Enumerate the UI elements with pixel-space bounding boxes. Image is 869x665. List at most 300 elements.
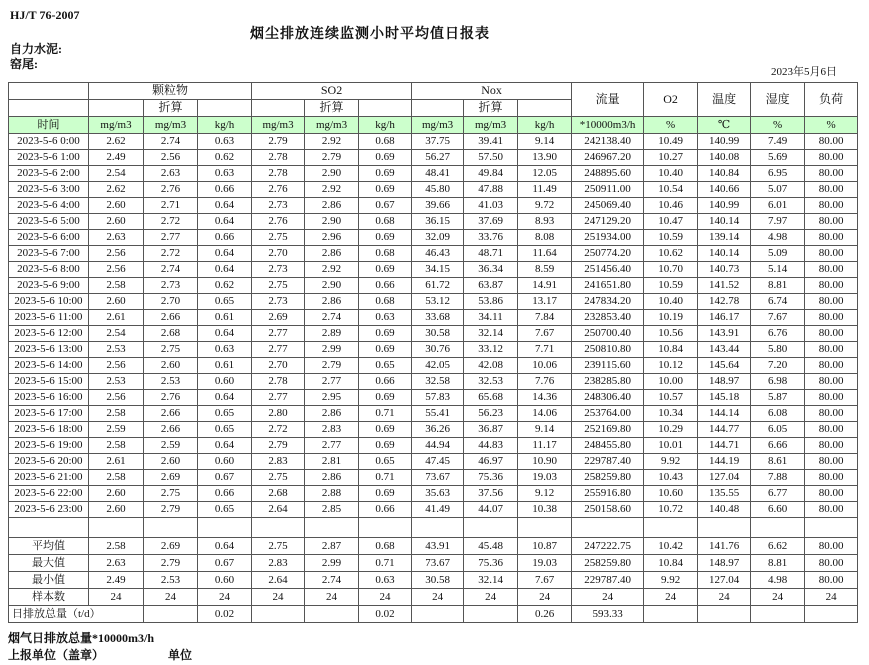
- value-cell: 10.06: [518, 358, 572, 374]
- value-cell: [412, 606, 464, 623]
- value-cell: 2.75: [252, 230, 305, 246]
- table-row: [9, 326, 858, 342]
- value-cell: 24: [144, 589, 198, 606]
- page-title: 烟尘排放连续监测小时平均值日报表: [250, 27, 490, 42]
- value-cell: 65.68: [464, 390, 518, 406]
- flue-gas-total-note: 烟气日排放总量*10000m3/h: [8, 631, 155, 645]
- time-cell: 2023-5-6 22:00: [9, 486, 89, 502]
- value-cell: 80.00: [805, 134, 858, 150]
- value-cell: 0.68: [359, 214, 412, 230]
- table-row: [9, 262, 858, 278]
- value-cell: 80.00: [805, 486, 858, 502]
- value-cell: 2.74: [144, 134, 198, 150]
- value-cell: 57.83: [412, 390, 464, 406]
- value-cell: 0.60: [198, 374, 252, 390]
- value-cell: 6.05: [751, 422, 805, 438]
- value-cell: 10.46: [644, 198, 698, 214]
- time-cell: 2023-5-6 4:00: [9, 198, 89, 214]
- empty-cell: [518, 100, 572, 117]
- value-cell: 258259.80: [572, 555, 644, 572]
- empty-cell: [89, 100, 144, 117]
- value-cell: 6.95: [751, 166, 805, 182]
- time-cell: 2023-5-6 6:00: [9, 230, 89, 246]
- value-cell: 24: [305, 589, 359, 606]
- value-cell: 9.14: [518, 134, 572, 150]
- value-cell: 2.60: [89, 502, 144, 518]
- value-cell: 139.14: [698, 230, 751, 246]
- table-row: [9, 486, 858, 502]
- value-cell: 246967.20: [572, 150, 644, 166]
- summary-label-cell: 样本数: [9, 589, 89, 606]
- value-cell: 2.63: [89, 555, 144, 572]
- value-cell: 2.75: [252, 538, 305, 555]
- value-cell: 61.72: [412, 278, 464, 294]
- value-cell: 2.73: [252, 294, 305, 310]
- humidity-header: 湿度: [751, 83, 805, 117]
- temperature-header: 温度: [698, 83, 751, 117]
- value-cell: [252, 606, 305, 623]
- empty-cell: [9, 518, 89, 538]
- value-cell: 33.68: [412, 310, 464, 326]
- value-cell: 10.56: [644, 326, 698, 342]
- table-row: [9, 374, 858, 390]
- value-cell: 2.76: [144, 390, 198, 406]
- value-cell: 2.62: [89, 182, 144, 198]
- value-cell: 127.04: [698, 572, 751, 589]
- value-cell: 0.67: [198, 470, 252, 486]
- value-cell: [698, 606, 751, 623]
- value-cell: 80.00: [805, 310, 858, 326]
- value-cell: 48.41: [412, 166, 464, 182]
- nox-group-header: Nox: [412, 83, 572, 100]
- unit-label: 单位: [168, 648, 193, 662]
- value-cell: 2.92: [305, 134, 359, 150]
- time-cell: 2023-5-6 13:00: [9, 342, 89, 358]
- value-cell: 2.88: [305, 486, 359, 502]
- value-cell: 0.63: [198, 342, 252, 358]
- value-cell: 24: [805, 589, 858, 606]
- value-cell: 0.63: [359, 310, 412, 326]
- value-cell: 80.00: [805, 246, 858, 262]
- table-row: [9, 454, 858, 470]
- value-cell: 8.81: [751, 278, 805, 294]
- value-cell: 0.69: [359, 182, 412, 198]
- value-cell: 14.36: [518, 390, 572, 406]
- empty-cell: [198, 518, 252, 538]
- value-cell: 250911.00: [572, 182, 644, 198]
- value-cell: 2.86: [305, 246, 359, 262]
- value-cell: 10.00: [644, 374, 698, 390]
- time-cell: 2023-5-6 1:00: [9, 150, 89, 166]
- time-cell: 2023-5-6 18:00: [9, 422, 89, 438]
- value-cell: 24: [89, 589, 144, 606]
- value-cell: 10.87: [518, 538, 572, 555]
- value-cell: 2.72: [144, 246, 198, 262]
- value-cell: 24: [412, 589, 464, 606]
- value-cell: 0.26: [518, 606, 572, 623]
- table-row: [9, 230, 858, 246]
- value-cell: 19.03: [518, 555, 572, 572]
- unit-cell: %: [751, 117, 805, 134]
- value-cell: 250158.60: [572, 502, 644, 518]
- value-cell: 2.58: [89, 278, 144, 294]
- value-cell: 2.58: [89, 538, 144, 555]
- value-cell: 2.96: [305, 230, 359, 246]
- value-cell: 2.58: [89, 406, 144, 422]
- value-cell: 7.88: [751, 470, 805, 486]
- time-cell: 2023-5-6 21:00: [9, 470, 89, 486]
- time-cell: 2023-5-6 16:00: [9, 390, 89, 406]
- value-cell: 30.58: [412, 326, 464, 342]
- time-cell: 2023-5-6 15:00: [9, 374, 89, 390]
- value-cell: [805, 606, 858, 623]
- value-cell: 2.64: [252, 572, 305, 589]
- value-cell: 140.48: [698, 502, 751, 518]
- value-cell: 2.61: [89, 454, 144, 470]
- value-cell: 6.74: [751, 294, 805, 310]
- value-cell: 10.90: [518, 454, 572, 470]
- value-cell: 2.79: [252, 134, 305, 150]
- value-cell: 140.14: [698, 246, 751, 262]
- value-cell: 44.07: [464, 502, 518, 518]
- value-cell: 2.77: [252, 326, 305, 342]
- time-cell: 2023-5-6 20:00: [9, 454, 89, 470]
- empty-cell: [359, 100, 412, 117]
- value-cell: 2.49: [89, 572, 144, 589]
- value-cell: 10.47: [644, 214, 698, 230]
- value-cell: 0.69: [359, 326, 412, 342]
- value-cell: 2.79: [144, 502, 198, 518]
- value-cell: 2.79: [252, 438, 305, 454]
- value-cell: 7.49: [751, 134, 805, 150]
- value-cell: 5.14: [751, 262, 805, 278]
- particulate-group-header: 颗粒物: [89, 83, 252, 100]
- value-cell: 2.76: [252, 182, 305, 198]
- value-cell: 73.67: [412, 555, 464, 572]
- value-cell: 2.53: [89, 374, 144, 390]
- value-cell: 0.64: [198, 214, 252, 230]
- unit-cell: %: [644, 117, 698, 134]
- value-cell: 2.54: [89, 166, 144, 182]
- value-cell: 140.99: [698, 198, 751, 214]
- value-cell: 80.00: [805, 278, 858, 294]
- value-cell: 2.69: [252, 310, 305, 326]
- unit-cell: mg/m3: [89, 117, 144, 134]
- value-cell: 10.54: [644, 182, 698, 198]
- value-cell: 2.53: [89, 342, 144, 358]
- value-cell: 56.23: [464, 406, 518, 422]
- table-row: [9, 470, 858, 486]
- daily-total-label: 日排放总量（t/d）: [9, 606, 144, 623]
- value-cell: 6.01: [751, 198, 805, 214]
- value-cell: 148.97: [698, 374, 751, 390]
- value-cell: 2.74: [305, 310, 359, 326]
- value-cell: 8.81: [751, 555, 805, 572]
- value-cell: 14.06: [518, 406, 572, 422]
- value-cell: 5.80: [751, 342, 805, 358]
- time-cell: 2023-5-6 10:00: [9, 294, 89, 310]
- nox-converted-header: 折算: [464, 100, 518, 117]
- separator-row: [9, 518, 858, 538]
- value-cell: 0.64: [198, 438, 252, 454]
- value-cell: 2.81: [305, 454, 359, 470]
- value-cell: 2.80: [252, 406, 305, 422]
- value-cell: 0.68: [359, 294, 412, 310]
- value-cell: 24: [359, 589, 412, 606]
- value-cell: 0.63: [359, 572, 412, 589]
- value-cell: 63.87: [464, 278, 518, 294]
- value-cell: 10.84: [644, 342, 698, 358]
- summary-row: [9, 572, 858, 589]
- value-cell: 0.68: [359, 538, 412, 555]
- value-cell: 2.66: [144, 406, 198, 422]
- value-cell: 10.72: [644, 502, 698, 518]
- value-cell: 140.08: [698, 150, 751, 166]
- value-cell: 5.87: [751, 390, 805, 406]
- value-cell: 14.91: [518, 278, 572, 294]
- value-cell: 143.91: [698, 326, 751, 342]
- value-cell: 10.43: [644, 470, 698, 486]
- value-cell: 2.74: [144, 262, 198, 278]
- value-cell: 2.73: [144, 278, 198, 294]
- value-cell: 0.02: [198, 606, 252, 623]
- corner-empty-cell: [9, 83, 89, 100]
- empty-cell: [698, 518, 751, 538]
- value-cell: 2.56: [89, 390, 144, 406]
- value-cell: 2.83: [252, 555, 305, 572]
- value-cell: 247834.20: [572, 294, 644, 310]
- summary-row: [9, 555, 858, 572]
- value-cell: 33.76: [464, 230, 518, 246]
- value-cell: 0.69: [359, 390, 412, 406]
- value-cell: 10.59: [644, 230, 698, 246]
- value-cell: [464, 606, 518, 623]
- value-cell: 75.36: [464, 555, 518, 572]
- value-cell: 145.18: [698, 390, 751, 406]
- value-cell: 2.68: [144, 326, 198, 342]
- unit-cell: mg/m3: [252, 117, 305, 134]
- value-cell: 248306.40: [572, 390, 644, 406]
- value-cell: 80.00: [805, 374, 858, 390]
- value-cell: 33.12: [464, 342, 518, 358]
- value-cell: 10.19: [644, 310, 698, 326]
- value-cell: 10.29: [644, 422, 698, 438]
- value-cell: 7.67: [518, 326, 572, 342]
- summary-row: [9, 589, 858, 606]
- value-cell: 2.77: [305, 438, 359, 454]
- value-cell: 2.60: [89, 486, 144, 502]
- value-cell: [144, 606, 198, 623]
- unit-cell: mg/m3: [144, 117, 198, 134]
- value-cell: 0.69: [359, 166, 412, 182]
- value-cell: 36.15: [412, 214, 464, 230]
- value-cell: 2.83: [305, 422, 359, 438]
- value-cell: 229787.40: [572, 454, 644, 470]
- value-cell: 2.99: [305, 342, 359, 358]
- table-row: [9, 502, 858, 518]
- value-cell: 7.84: [518, 310, 572, 326]
- time-cell: 2023-5-6 8:00: [9, 262, 89, 278]
- value-cell: 0.60: [198, 454, 252, 470]
- value-cell: 10.27: [644, 150, 698, 166]
- value-cell: 140.73: [698, 262, 751, 278]
- value-cell: 49.84: [464, 166, 518, 182]
- value-cell: 0.64: [198, 246, 252, 262]
- report-date: 2023年5月6日: [771, 66, 837, 78]
- value-cell: 80.00: [805, 454, 858, 470]
- value-cell: 46.97: [464, 454, 518, 470]
- value-cell: 141.52: [698, 278, 751, 294]
- value-cell: 0.71: [359, 406, 412, 422]
- table-row: [9, 294, 858, 310]
- value-cell: 11.49: [518, 182, 572, 198]
- value-cell: 24: [198, 589, 252, 606]
- value-cell: 24: [644, 589, 698, 606]
- value-cell: 47.88: [464, 182, 518, 198]
- value-cell: 6.77: [751, 486, 805, 502]
- value-cell: 10.57: [644, 390, 698, 406]
- value-cell: [751, 606, 805, 623]
- value-cell: 251934.00: [572, 230, 644, 246]
- value-cell: 2.64: [252, 502, 305, 518]
- value-cell: 2.86: [305, 294, 359, 310]
- value-cell: 24: [572, 589, 644, 606]
- value-cell: 0.60: [198, 572, 252, 589]
- value-cell: 10.40: [644, 294, 698, 310]
- flow-header: 流量: [572, 83, 644, 117]
- time-cell: 2023-5-6 11:00: [9, 310, 89, 326]
- value-cell: 135.55: [698, 486, 751, 502]
- table-row: [9, 134, 858, 150]
- value-cell: 0.65: [198, 502, 252, 518]
- value-cell: 143.44: [698, 342, 751, 358]
- value-cell: 12.05: [518, 166, 572, 182]
- value-cell: 2.77: [252, 342, 305, 358]
- time-cell: 2023-5-6 3:00: [9, 182, 89, 198]
- value-cell: 142.78: [698, 294, 751, 310]
- time-cell: 2023-5-6 19:00: [9, 438, 89, 454]
- value-cell: 2.76: [252, 214, 305, 230]
- summary-label-cell: 最大值: [9, 555, 89, 572]
- value-cell: 2.68: [252, 486, 305, 502]
- value-cell: 10.60: [644, 486, 698, 502]
- value-cell: 7.67: [518, 572, 572, 589]
- value-cell: 140.99: [698, 134, 751, 150]
- value-cell: 80.00: [805, 502, 858, 518]
- value-cell: 80.00: [805, 166, 858, 182]
- time-cell: 2023-5-6 17:00: [9, 406, 89, 422]
- value-cell: 253764.00: [572, 406, 644, 422]
- value-cell: 10.38: [518, 502, 572, 518]
- value-cell: 0.64: [198, 262, 252, 278]
- value-cell: 239115.60: [572, 358, 644, 374]
- value-cell: 2.60: [89, 198, 144, 214]
- empty-cell: [644, 518, 698, 538]
- value-cell: 2.70: [252, 246, 305, 262]
- value-cell: 0.61: [198, 358, 252, 374]
- time-cell: 2023-5-6 23:00: [9, 502, 89, 518]
- value-cell: 238285.80: [572, 374, 644, 390]
- value-cell: 7.97: [751, 214, 805, 230]
- value-cell: 2.78: [252, 374, 305, 390]
- value-cell: 0.64: [198, 198, 252, 214]
- daily-total-row: [9, 606, 858, 623]
- time-cell: 2023-5-6 9:00: [9, 278, 89, 294]
- value-cell: 10.01: [644, 438, 698, 454]
- value-cell: 2.90: [305, 278, 359, 294]
- empty-cell: [198, 100, 252, 117]
- header-units-row: [9, 117, 858, 134]
- value-cell: 9.92: [644, 572, 698, 589]
- value-cell: 2.56: [89, 358, 144, 374]
- value-cell: 39.66: [412, 198, 464, 214]
- value-cell: 10.40: [644, 166, 698, 182]
- value-cell: 2.59: [144, 438, 198, 454]
- value-cell: 2.72: [252, 422, 305, 438]
- value-cell: 10.34: [644, 406, 698, 422]
- empty-cell: [518, 518, 572, 538]
- empty-cell: [464, 518, 518, 538]
- empty-cell: [359, 518, 412, 538]
- empty-cell: [305, 518, 359, 538]
- value-cell: 0.62: [198, 278, 252, 294]
- value-cell: 80.00: [805, 214, 858, 230]
- value-cell: 2.74: [305, 572, 359, 589]
- value-cell: 2.70: [252, 358, 305, 374]
- value-cell: 2.92: [305, 182, 359, 198]
- value-cell: 36.87: [464, 422, 518, 438]
- value-cell: 32.14: [464, 572, 518, 589]
- value-cell: 24: [518, 589, 572, 606]
- value-cell: 80.00: [805, 572, 858, 589]
- value-cell: 0.63: [198, 166, 252, 182]
- value-cell: 0.71: [359, 555, 412, 572]
- value-cell: 0.64: [198, 326, 252, 342]
- value-cell: 4.98: [751, 572, 805, 589]
- value-cell: 2.89: [305, 326, 359, 342]
- value-cell: 251456.40: [572, 262, 644, 278]
- value-cell: 140.14: [698, 214, 751, 230]
- empty-cell: [252, 100, 305, 117]
- value-cell: 5.09: [751, 246, 805, 262]
- value-cell: 2.60: [89, 294, 144, 310]
- value-cell: 0.61: [198, 310, 252, 326]
- value-cell: 2.61: [89, 310, 144, 326]
- value-cell: 80.00: [805, 198, 858, 214]
- value-cell: 148.97: [698, 555, 751, 572]
- value-cell: 2.71: [144, 198, 198, 214]
- value-cell: 2.76: [144, 182, 198, 198]
- value-cell: 2.72: [144, 214, 198, 230]
- value-cell: 0.68: [359, 246, 412, 262]
- unit-cell: kg/h: [198, 117, 252, 134]
- table-row: [9, 390, 858, 406]
- unit-cell: ℃: [698, 117, 751, 134]
- value-cell: 6.08: [751, 406, 805, 422]
- value-cell: 10.42: [644, 538, 698, 555]
- value-cell: 6.62: [751, 538, 805, 555]
- value-cell: 2.69: [144, 470, 198, 486]
- table-row: [9, 422, 858, 438]
- value-cell: 6.60: [751, 502, 805, 518]
- value-cell: 248455.80: [572, 438, 644, 454]
- value-cell: 13.90: [518, 150, 572, 166]
- empty-cell: [751, 518, 805, 538]
- value-cell: 250774.20: [572, 246, 644, 262]
- value-cell: 127.04: [698, 470, 751, 486]
- value-cell: 2.58: [89, 438, 144, 454]
- value-cell: 80.00: [805, 230, 858, 246]
